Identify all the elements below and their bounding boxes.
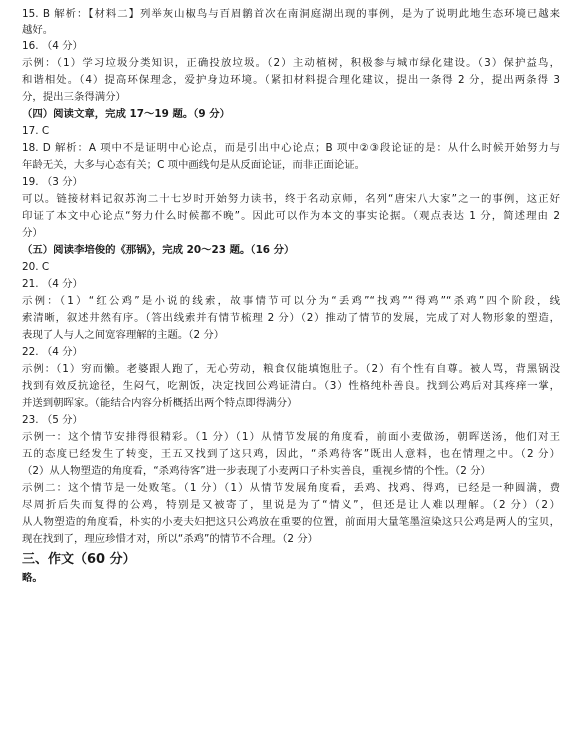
composition-answer: 略。	[22, 572, 43, 584]
section-5-heading: （五）阅读李培俊的《那锅》，完成 20～23 题。（16 分）	[22, 244, 295, 256]
answer-21-line-3: 表现了人与人之间宽容理解的主题。（2 分）	[22, 329, 225, 341]
answer-23-example-1-line-1: 示例一：这个情节安排得很精彩。（1 分）（1）从情节发展的角度看，前面小麦做汤，朝晖送汤，他们对王	[22, 431, 560, 443]
question-16-heading: 16. （4 分）	[22, 40, 83, 52]
answer-16-line-3: 分，提出三条得满分）	[22, 91, 126, 103]
answer-17: 17. C	[22, 125, 50, 137]
answer-16-line-2: 和谐相处。（4）提高环保理念，爱护身边环境。（紧扣材料提合理化建议，提出一条得 2 分，提出两条得 3	[22, 74, 560, 86]
answer-18-line-1: 18. D 解析：A 项中不是证明中心论点，而是引出中心论点；B 项中②③段论证的是：从什么时候开始努力与	[22, 142, 560, 154]
question-19-heading: 19. （3 分）	[22, 176, 83, 188]
answer-15-line-1: 15. B 解析：【材料二】列举灰山椒鸟与百眉鹟首次在南洞庭湖出现的事例，是为了说明此地生态环境已越来	[22, 8, 560, 20]
section-4-heading: （四）阅读文章，完成 17～19 题。（9 分）	[22, 108, 231, 120]
answer-23-example-1-line-3: （2）从人物塑造的角度看，“杀鸡待客”进一步表现了小麦两口子朴实善良，重视乡情的个性。（2 分）	[22, 465, 491, 477]
answer-23-example-2-line-3: 从人物塑造的角度看，朴实的小麦夫妇把这只公鸡放在重要的位置，前面用大量笔墨渲染这只公鸡是两人的宝贝，	[22, 516, 560, 528]
answer-21-line-2: 索清晰，叙述井然有序。（答出线索并有情节梳理 2 分）（2）推动了情节的发展，完成了对人物形象的塑造，	[22, 312, 560, 324]
answer-20: 20. C	[22, 261, 50, 273]
answer-22-line-2: 找到有效反抗途径，生闷气，吃割饭，决定找回公鸡证清白。（3）性格纯朴善良。找到公鸡后对其疼痒一掌，	[22, 380, 560, 392]
answer-16-line-1: 示例：（1）学习垃圾分类知识，正确投放垃圾。（2）主动植树，积极参与城市绿化建设。（3）保护益鸟，	[22, 57, 560, 69]
question-23-heading: 23. （5 分）	[22, 414, 83, 426]
question-21-heading: 21. （4 分）	[22, 278, 83, 290]
answer-23-example-2-line-4: 现在找到了，理应珍惜才对，所以“杀鸡”的情节不合理。（2 分）	[22, 533, 319, 545]
section-3-composition-heading: 三、作文（60 分）	[22, 552, 136, 567]
answer-23-example-1-line-2: 五的态度已经发生了转变，王五又找到了这只鸡，因此，“杀鸡待客”既出人意料，也在情理之中。（2 分）	[22, 448, 560, 460]
answer-19-line-1: 可以。链接材料记叙苏洵二十七岁时开始努力读书，终于名动京师，名列“唐宋八大家”之一的事例，这正好	[22, 193, 560, 205]
answer-23-example-2-line-2: 尽周折后失而复得的公鸡，特别是又被寄了，里说是为了“情义”，但还是让人难以理解。（2 分）（2）	[22, 499, 560, 511]
answer-18-line-2: 年龄无关，大多与心态有关；C 项中画线句是从反面论证，而非正面论证。	[22, 159, 366, 171]
answer-19-line-2: 印证了本文中心论点“努力什么时候都不晚”。因此可以作为本文的事实论据。（观点表达 1 分，简述理由 2	[22, 210, 560, 222]
question-22-heading: 22. （4 分）	[22, 346, 83, 358]
answer-22-line-1: 示例：（1）穷而懒。老婆跟人跑了，无心劳动，粮食仅能填饱肚子。（2）有个性有自尊。被人骂，背黑锅没	[22, 363, 560, 375]
answer-21-line-1: 示例：（1）“红公鸡”是小说的线索，故事情节可以分为“丢鸡”“找鸡”“得鸡”“杀鸡”四个阶段，线	[22, 295, 560, 307]
answer-22-line-3: 并送到朝晖家。（能结合内容分析概括出两个特点即得满分）	[22, 397, 298, 409]
answer-19-line-3: 分）	[22, 227, 43, 239]
answer-15-line-2: 越好。	[22, 24, 54, 36]
answer-23-example-2-line-1: 示例二：这个情节是一处败笔。（1 分）（1）从情节发展角度看，丢鸡、找鸡、得鸡，已经是一种圆满，费	[22, 482, 560, 494]
